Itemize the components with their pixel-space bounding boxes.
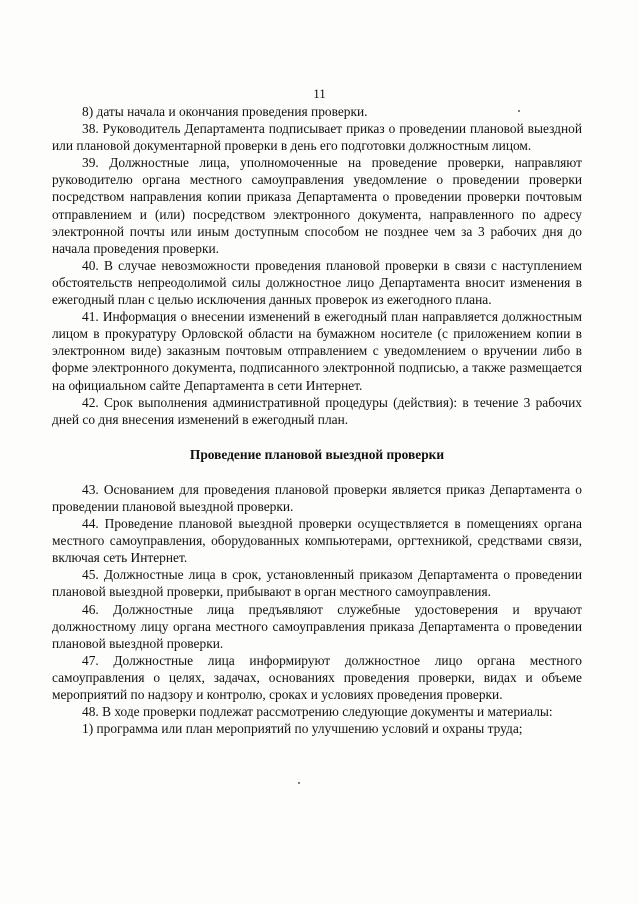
- scan-speck: [518, 110, 520, 112]
- paragraph-47: 47. Должностные лица информируют должностное лицо органа местного самоуправления о целях, задачах, основаниях проведения проверки, видах и объеме мероприятий по надзору и контролю, сроках и условиях проведения проверки.: [52, 652, 582, 702]
- paragraph-48: 48. В ходе проверки подлежат рассмотрению следующие документы и материалы:: [82, 704, 553, 720]
- paragraph-42: 42. Срок выполнения административной процедуры (действия): в течение 3 рабочих дней со дня внесения изменений в ежегодный план.: [52, 394, 582, 427]
- scan-speck: [298, 782, 300, 784]
- page-number: 11: [313, 86, 326, 101]
- paragraph-44: 44. Проведение плановой выездной проверки осуществляется в помещениях органа местного самоуправления, оборудованных компьютерами, оргтехникой, средствами связи, включая сеть Интернет.: [52, 516, 582, 566]
- paragraph-45: 45. Должностные лица в срок, установленный приказом Департамента о проведении плановой выездной проверки, прибывают в орган местного самоуправления.: [52, 567, 582, 600]
- list-item-1: 1) программа или план мероприятий по улучшению условий и охраны труда;: [82, 721, 523, 737]
- document-body: [52, 103, 582, 737]
- paragraph-41: 41. Информация о внесении изменений в ежегодный план направляется должностным лицом в прокуратуру Орловской области на бумажном носителе (с приложением копии в электронном виде) заказным почтовым отправлением с уведомлением о вручении либо в форме электронного документа, подписанного электронной подписью, а также размещается на официальном сайте Департамента в сети Интернет.: [52, 309, 582, 393]
- paragraph-46: 46. Должностные лица предъявляют служебные удостоверения и вручают должностному лицу органа местного самоуправления приказа Департамента о проведении плановой выездной проверки.: [52, 601, 582, 651]
- list-item-8: 8) даты начала и окончания проведения проверки.: [82, 104, 368, 119]
- paragraph-43: 43. Основанием для проведения плановой проверки является приказ Департамента о проведении плановой выездной проверки.: [52, 481, 582, 514]
- paragraph-39: 39. Должностные лица, уполномоченные на проведение проверки, направляют руководителю органа местного самоуправления уведомление о проведении проверки посредством направления копии приказа Департамента о проведении проверки почтовым отправлением и (или) посредством электронного документа, направленного по адресу электронной почты или иным доступным способом не позднее чем за 3 рабочих дня до начала проведения проверки.: [52, 155, 582, 256]
- paragraph-38: 38. Руководитель Департамента подписывает приказ о проведении плановой выездной или плановой документарной проверки в день его подготовки должностным лицом.: [52, 121, 582, 154]
- section-heading: Проведение плановой выездной проверки: [189, 446, 445, 462]
- paragraph-40: 40. В случае невозможности проведения плановой проверки в связи с наступлением обстоятельств непреодолимой силы должностное лицо Департамента вносит изменения в ежегодный план с целью исключения данных проверок из ежегодного плана.: [52, 257, 582, 308]
